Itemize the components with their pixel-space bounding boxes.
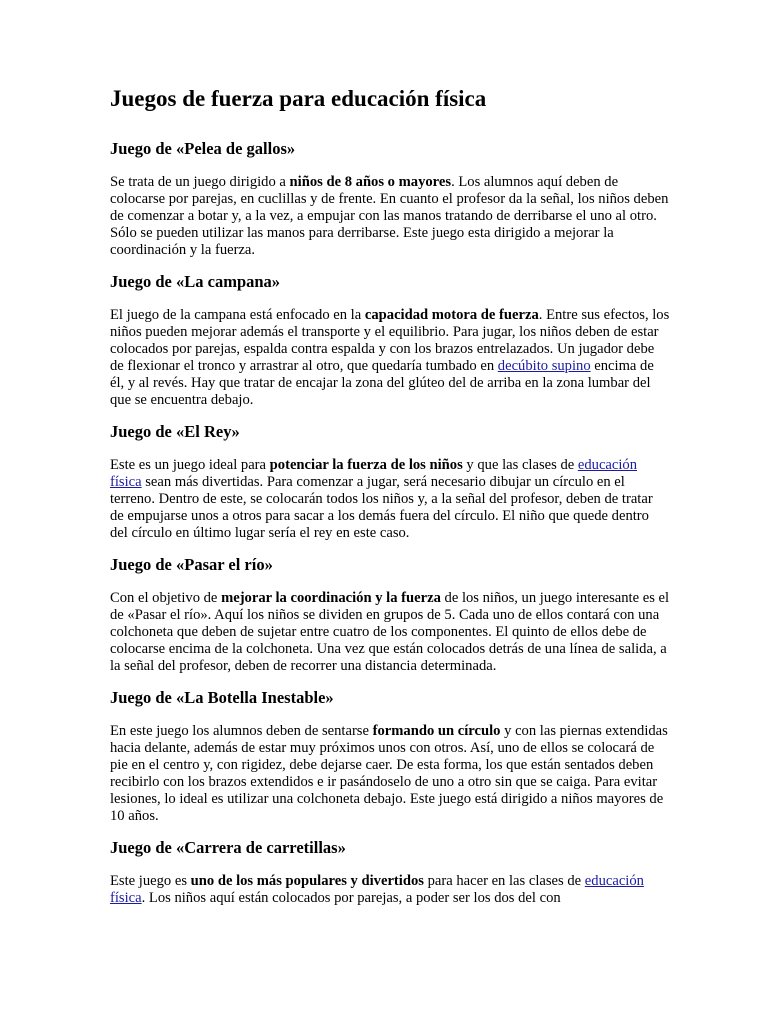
text-run: y con las piernas extendidas hacia delante, además de estar muy próximos unos con otros. Así, uno de ellos se colocará de pie en el centro y, con rigidez, debe dejarse caer. De esta forma, los que están sentados deben recibirlo con los brazos extendidos e ir pasándoselo de uno a otro sin que se caiga. Para evitar lesiones, lo ideal es utilizar una colchoneta debajo. Este juego está dirigido a niños mayores de 10 años.: [110, 723, 668, 824]
section-heading: Juego de «Carrera de carretillas»: [110, 838, 346, 857]
text-run: En este juego los alumnos deben de sentarse: [110, 723, 373, 739]
section-paragraph: [110, 873, 670, 907]
text-run: . Entre sus efectos, los niños pueden mejorar además el transporte y el equilibrio. Para jugar, los niños deben de estar colocados por parejas, espalda contra espalda y con los brazos entrelazados. Un jugador debe de flexionar el tronco y arrastrar al otro, que quedaría tumbado en: [110, 307, 670, 374]
text-run: Con el objetivo de: [110, 590, 222, 606]
bold-text: formando un círculo: [372, 723, 501, 739]
document-sections: [110, 138, 668, 907]
text-run: Este juego es: [110, 873, 191, 889]
section-paragraph: [110, 174, 670, 259]
section: [110, 554, 668, 675]
text-run: encima de él, y al revés. Hay que tratar de encajar la zona del glúteo del de arriba en la zona lumbar del que se encuentra debajo.: [110, 358, 654, 408]
text-run: para hacer en las clases de: [423, 873, 585, 889]
inline-link[interactable]: decúbito supino: [497, 358, 591, 374]
bold-text: niños de 8 años o mayores: [289, 174, 452, 190]
inline-link[interactable]: educación física: [110, 457, 638, 490]
text-run: . Los niños aquí están colocados por parejas, a poder ser los dos del con: [141, 890, 561, 906]
section: [110, 421, 668, 542]
bold-text: mejorar la coordinación y la fuerza: [221, 590, 441, 606]
section-heading: Juego de «El Rey»: [110, 422, 240, 441]
text-run: Se trata de un juego dirigido a: [110, 174, 290, 190]
inline-link[interactable]: educación física: [110, 873, 644, 906]
section-paragraph: [110, 723, 670, 825]
text-run: El juego de la campana está enfocado en la: [110, 307, 365, 323]
section-paragraph: [110, 307, 670, 409]
text-run: de los niños, un juego interesante es el de «Pasar el río». Aquí los niños se dividen en grupos de 5. Cada uno de ellos contará con una colchoneta que deben de sujetar entre cuatro de los componentes. El quinto de ellos debe de colocarse encima de la colchoneta. Una vez que están colocados detrás de una línea de salida, a la señal del profesor, deben de recorrer una distancia determinada.: [110, 590, 670, 674]
section-heading: Juego de «Pasar el río»: [110, 555, 273, 574]
text-run: . Los alumnos aquí deben de colocarse por parejas, en cuclillas y de frente. En cuanto el profesor da la señal, los niños deben de comenzar a botar y, a la vez, a empujar con las manos tratando de derribarse el uno al otro. Sólo se pueden utilizar las manos para derribarse. Este juego esta dirigido a mejorar la coordinación y la fuerza.: [110, 174, 669, 258]
text-run: y que las clases de: [462, 457, 578, 473]
section-paragraph: [110, 590, 670, 675]
section-heading: Juego de «Pelea de gallos»: [110, 139, 296, 158]
text-run: sean más divertidas. Para comenzar a jugar, será necesario dibujar un círculo en el terreno. Dentro de este, se colocarán todos los niños y, a la señal del profesor, deben de tratar de empujarse unos a otros para sacar a los demás fuera del círculo. El niño que quede dentro del círculo en último lugar sería el rey en este caso.: [110, 474, 653, 541]
bold-text: uno de los más populares y divertidos: [190, 873, 424, 889]
section: [110, 138, 668, 259]
section: [110, 837, 668, 907]
bold-text: capacidad motora de fuerza: [364, 307, 539, 323]
text-run: Este es un juego ideal para: [110, 457, 270, 473]
bold-text: potenciar la fuerza de los niños: [269, 457, 463, 473]
section-heading: Juego de «La campana»: [110, 272, 281, 291]
section: [110, 687, 668, 825]
section-heading: Juego de «La Botella Inestable»: [110, 688, 334, 707]
section: [110, 271, 668, 409]
document-title: Juegos de fuerza para educación física: [110, 86, 487, 111]
section-paragraph: [110, 457, 670, 542]
